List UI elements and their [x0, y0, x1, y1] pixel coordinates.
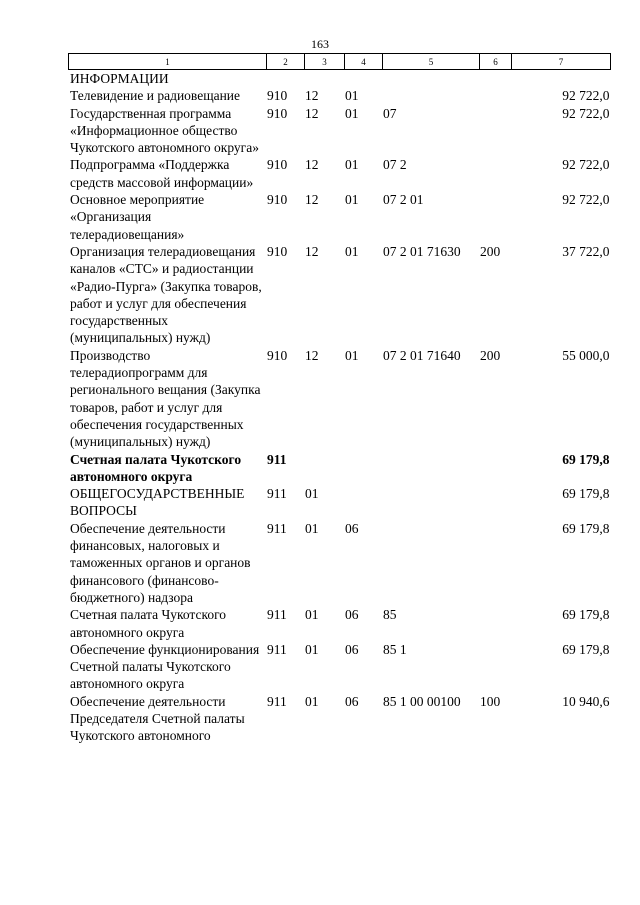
- row-code-2: 911: [267, 486, 287, 502]
- row-code-2: 910: [267, 157, 288, 173]
- row-code-6: [480, 156, 512, 191]
- row-code-3: 01: [305, 520, 319, 536]
- row-code-2: 911: [267, 641, 287, 657]
- row-code-2: 911: [267, 451, 287, 467]
- row-code-5: [383, 70, 480, 88]
- row-amount: 92 722,0: [562, 88, 610, 104]
- row-code-6: [480, 191, 512, 243]
- table-row: [69, 191, 611, 243]
- row-code-6: [480, 70, 512, 88]
- row-code-2: 910: [267, 243, 288, 259]
- row-code-3: 12: [305, 105, 319, 121]
- row-name: Основное мероприятие «Организация телерадиовещания»: [70, 192, 205, 242]
- table-row: [69, 606, 611, 641]
- column-header-1: 1: [69, 54, 267, 70]
- row-name: Обеспечение деятельности финансовых, налоговых и таможенных органов и органов финансового (финансово-бюджетного) надзора: [70, 520, 251, 605]
- page-number: 163: [311, 37, 329, 51]
- row-code-6: [480, 641, 512, 693]
- table-row: [69, 451, 611, 486]
- table-header: [69, 54, 611, 70]
- row-code-3: [305, 70, 345, 88]
- row-code-4: 06: [345, 693, 359, 709]
- table-row: [69, 641, 611, 693]
- row-code-3: 12: [305, 347, 319, 363]
- row-name: Телевидение и радиовещание: [70, 88, 241, 104]
- row-amount: 69 179,8: [562, 486, 610, 502]
- row-code-2: 910: [267, 105, 288, 121]
- row-code-5: 07 2 01: [383, 192, 424, 208]
- row-amount: 92 722,0: [562, 105, 610, 121]
- row-code-5: [383, 485, 480, 520]
- row-code-6: 200: [480, 243, 501, 259]
- row-code-6: [480, 105, 512, 157]
- row-code-5: 85 1 00 00100: [383, 693, 461, 709]
- row-code-5: 07: [383, 105, 397, 121]
- row-amount: 92 722,0: [562, 157, 610, 173]
- row-amount: 69 179,8: [562, 451, 610, 467]
- table-row: [69, 693, 611, 745]
- row-code-3: 12: [305, 243, 319, 259]
- row-code-5: [383, 451, 480, 486]
- row-code-4: [345, 451, 383, 486]
- row-code-6: [480, 606, 512, 641]
- row-code-2: 911: [267, 607, 287, 623]
- row-code-4: 01: [345, 88, 359, 104]
- table-row: [69, 156, 611, 191]
- column-header-3: 3: [305, 54, 345, 70]
- row-code-4: 01: [345, 192, 359, 208]
- row-code-3: 12: [305, 192, 319, 208]
- table-body: [69, 70, 611, 745]
- row-name: Обеспечение функционирования Счетной палаты Чукотского автономного округа: [70, 641, 260, 692]
- row-amount: 69 179,8: [562, 520, 610, 536]
- column-header-2: 2: [267, 54, 305, 70]
- row-code-6: [480, 485, 512, 520]
- row-name: Счетная палата Чукотского автономного округа: [70, 607, 227, 640]
- column-header-6: 6: [480, 54, 512, 70]
- row-code-4: 01: [345, 157, 359, 173]
- table-row: [69, 243, 611, 347]
- row-code-3: 01: [305, 693, 319, 709]
- row-code-4: [345, 485, 383, 520]
- row-amount: 69 179,8: [562, 641, 610, 657]
- row-name: Обеспечение деятельности Председателя Счетной палаты Чукотского автономного: [70, 693, 245, 744]
- row-name: Производство телерадиопрограмм для регионального вещания (Закупка товаров, работ и услуг для обеспечения государственных (муниципальных) нужд): [70, 347, 261, 450]
- row-code-5: 85 1: [383, 641, 407, 657]
- row-code-5: 07 2 01 71640: [383, 347, 461, 363]
- row-code-6: [480, 520, 512, 606]
- row-code-4: 06: [345, 641, 359, 657]
- row-code-3: 01: [305, 607, 319, 623]
- row-code-4: 01: [345, 243, 359, 259]
- row-code-5: 07 2: [383, 157, 407, 173]
- row-amount: 69 179,8: [562, 607, 610, 623]
- row-name: Подпрограмма «Поддержка средств массовой информации»: [70, 157, 254, 190]
- row-code-2: [267, 70, 305, 88]
- row-code-3: 12: [305, 157, 319, 173]
- row-name: Государственная программа «Информационное общество Чукотского автономного округа»: [70, 105, 259, 156]
- row-code-4: 01: [345, 347, 359, 363]
- row-code-5: 85: [383, 607, 397, 623]
- row-name: ИНФОРМАЦИИ: [70, 71, 169, 86]
- column-header-4: 4: [345, 54, 383, 70]
- row-amount: 37 722,0: [562, 243, 610, 259]
- row-code-2: 911: [267, 520, 287, 536]
- row-code-4: 06: [345, 607, 359, 623]
- row-code-3: 01: [305, 641, 319, 657]
- row-name: Организация телерадиовещания каналов «СТС» и радиостанции «Радио-Пурга» (Закупка товаров, работ и услуг для обеспечения государственных (муниципальных) нужд): [70, 243, 262, 346]
- row-code-3: [305, 451, 345, 486]
- table-row: [69, 105, 611, 157]
- row-code-4: 06: [345, 520, 359, 536]
- table-row: [69, 520, 611, 606]
- row-name: ОБЩЕГОСУДАРСТВЕННЫЕ ВОПРОСЫ: [70, 486, 245, 519]
- column-header-7: 7: [512, 54, 611, 70]
- row-code-6: [480, 87, 512, 104]
- row-name: Счетная палата Чукотского автономного округа: [70, 451, 242, 484]
- row-code-6: [480, 451, 512, 486]
- row-code-6: 200: [480, 347, 501, 363]
- row-code-5: [383, 520, 480, 606]
- table-row: [69, 485, 611, 520]
- budget-table: [68, 53, 611, 745]
- table-row: [69, 87, 611, 104]
- row-code-2: 910: [267, 88, 288, 104]
- row-code-5: 07 2 01 71630: [383, 243, 461, 259]
- row-amount: 55 000,0: [562, 347, 610, 363]
- row-code-2: 911: [267, 693, 287, 709]
- row-code-5: [383, 87, 480, 104]
- row-code-2: 910: [267, 192, 288, 208]
- row-amount: [512, 70, 611, 88]
- row-code-4: 01: [345, 105, 359, 121]
- row-code-3: 12: [305, 88, 319, 104]
- row-code-2: 910: [267, 347, 288, 363]
- row-amount: 92 722,0: [562, 192, 610, 208]
- row-code-4: [345, 70, 383, 88]
- column-header-5: 5: [383, 54, 480, 70]
- row-code-6: 100: [480, 693, 501, 709]
- table-row: [69, 70, 611, 88]
- row-amount: 10 940,6: [562, 693, 610, 709]
- table-row: [69, 347, 611, 451]
- row-code-3: 01: [305, 486, 319, 502]
